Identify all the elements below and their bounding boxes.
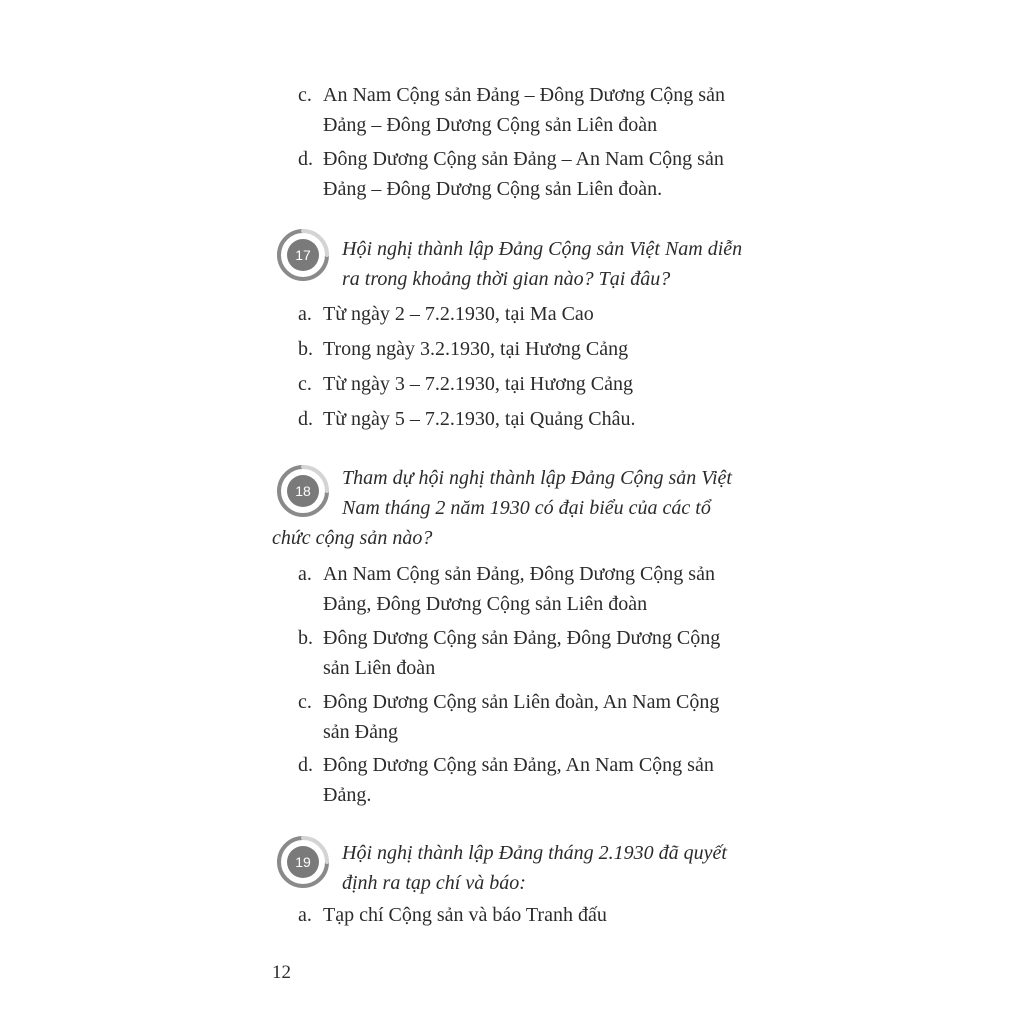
option-letter: a. [298,904,312,926]
question-number-badge [275,834,331,890]
question-18-line-2: Nam tháng 2 năm 1930 có đại biểu của các tổ [342,497,711,519]
option-text: Từ ngày 3 – 7.2.1930, tại Hương Cảng [323,373,633,395]
option-text-line-2: Đảng – Đông Dương Cộng sản Liên đoàn. [323,178,663,200]
option-letter: a. [298,563,312,585]
option-text: Trong ngày 3.2.1930, tại Hương Cảng [323,338,629,360]
question-number-badge [275,227,331,283]
option-text-line-1: Đông Dương Cộng sản Đảng – An Nam Cộng sản [323,148,724,170]
option-text: Từ ngày 2 – 7.2.1930, tại Ma Cao [323,303,594,325]
question-18-line-3: chức cộng sản nào? [272,527,433,549]
option-text-line-2: sản Đảng [323,721,398,743]
option-text-line-2: Đảng, Đông Dương Cộng sản Liên đoàn [323,593,648,615]
option-text-line-1: Đông Dương Cộng sản Đảng, Đông Dương Cộng [323,627,721,649]
option-letter: c. [298,373,312,395]
option-text: Tạp chí Cộng sản và báo Tranh đấu [323,904,607,926]
question-19-line-2: định ra tạp chí và báo: [342,872,526,894]
question-number: 18 [287,475,319,507]
option-letter: d. [298,754,313,776]
question-number-badge [275,463,331,519]
option-text-line-2: Đảng – Đông Dương Cộng sản Liên đoàn [323,114,658,136]
question-number: 17 [287,239,319,271]
option-text-line-1: An Nam Cộng sản Đảng, Đông Dương Cộng sản [323,563,715,585]
option-text-line-2: Đảng. [323,784,372,806]
question-18-line-1: Tham dự hội nghị thành lập Đảng Cộng sản Việt [342,467,732,489]
question-17-line-2: ra trong khoảng thời gian nào? Tại đâu? [342,268,671,290]
option-letter: c. [298,691,312,713]
option-letter: c. [298,84,312,106]
option-text-line-1: Đông Dương Cộng sản Liên đoàn, An Nam Cộng [323,691,720,713]
option-text-line-1: Đông Dương Cộng sản Đảng, An Nam Cộng sản [323,754,714,776]
option-text-line-2: sản Liên đoàn [323,657,436,679]
option-letter: b. [298,627,313,649]
question-17-line-1: Hội nghị thành lập Đảng Cộng sản Việt Nam diễn [342,238,743,260]
page-number: 12 [272,962,291,983]
question-number: 19 [287,846,319,878]
option-text: Từ ngày 5 – 7.2.1930, tại Quảng Châu. [323,408,636,430]
option-letter: a. [298,303,312,325]
option-text-line-1: An Nam Cộng sản Đảng – Đông Dương Cộng sản [323,84,725,106]
question-19-line-1: Hội nghị thành lập Đảng tháng 2.1930 đã quyết [342,842,727,864]
option-letter: b. [298,338,313,360]
option-letter: d. [298,408,313,430]
option-letter: d. [298,148,313,170]
